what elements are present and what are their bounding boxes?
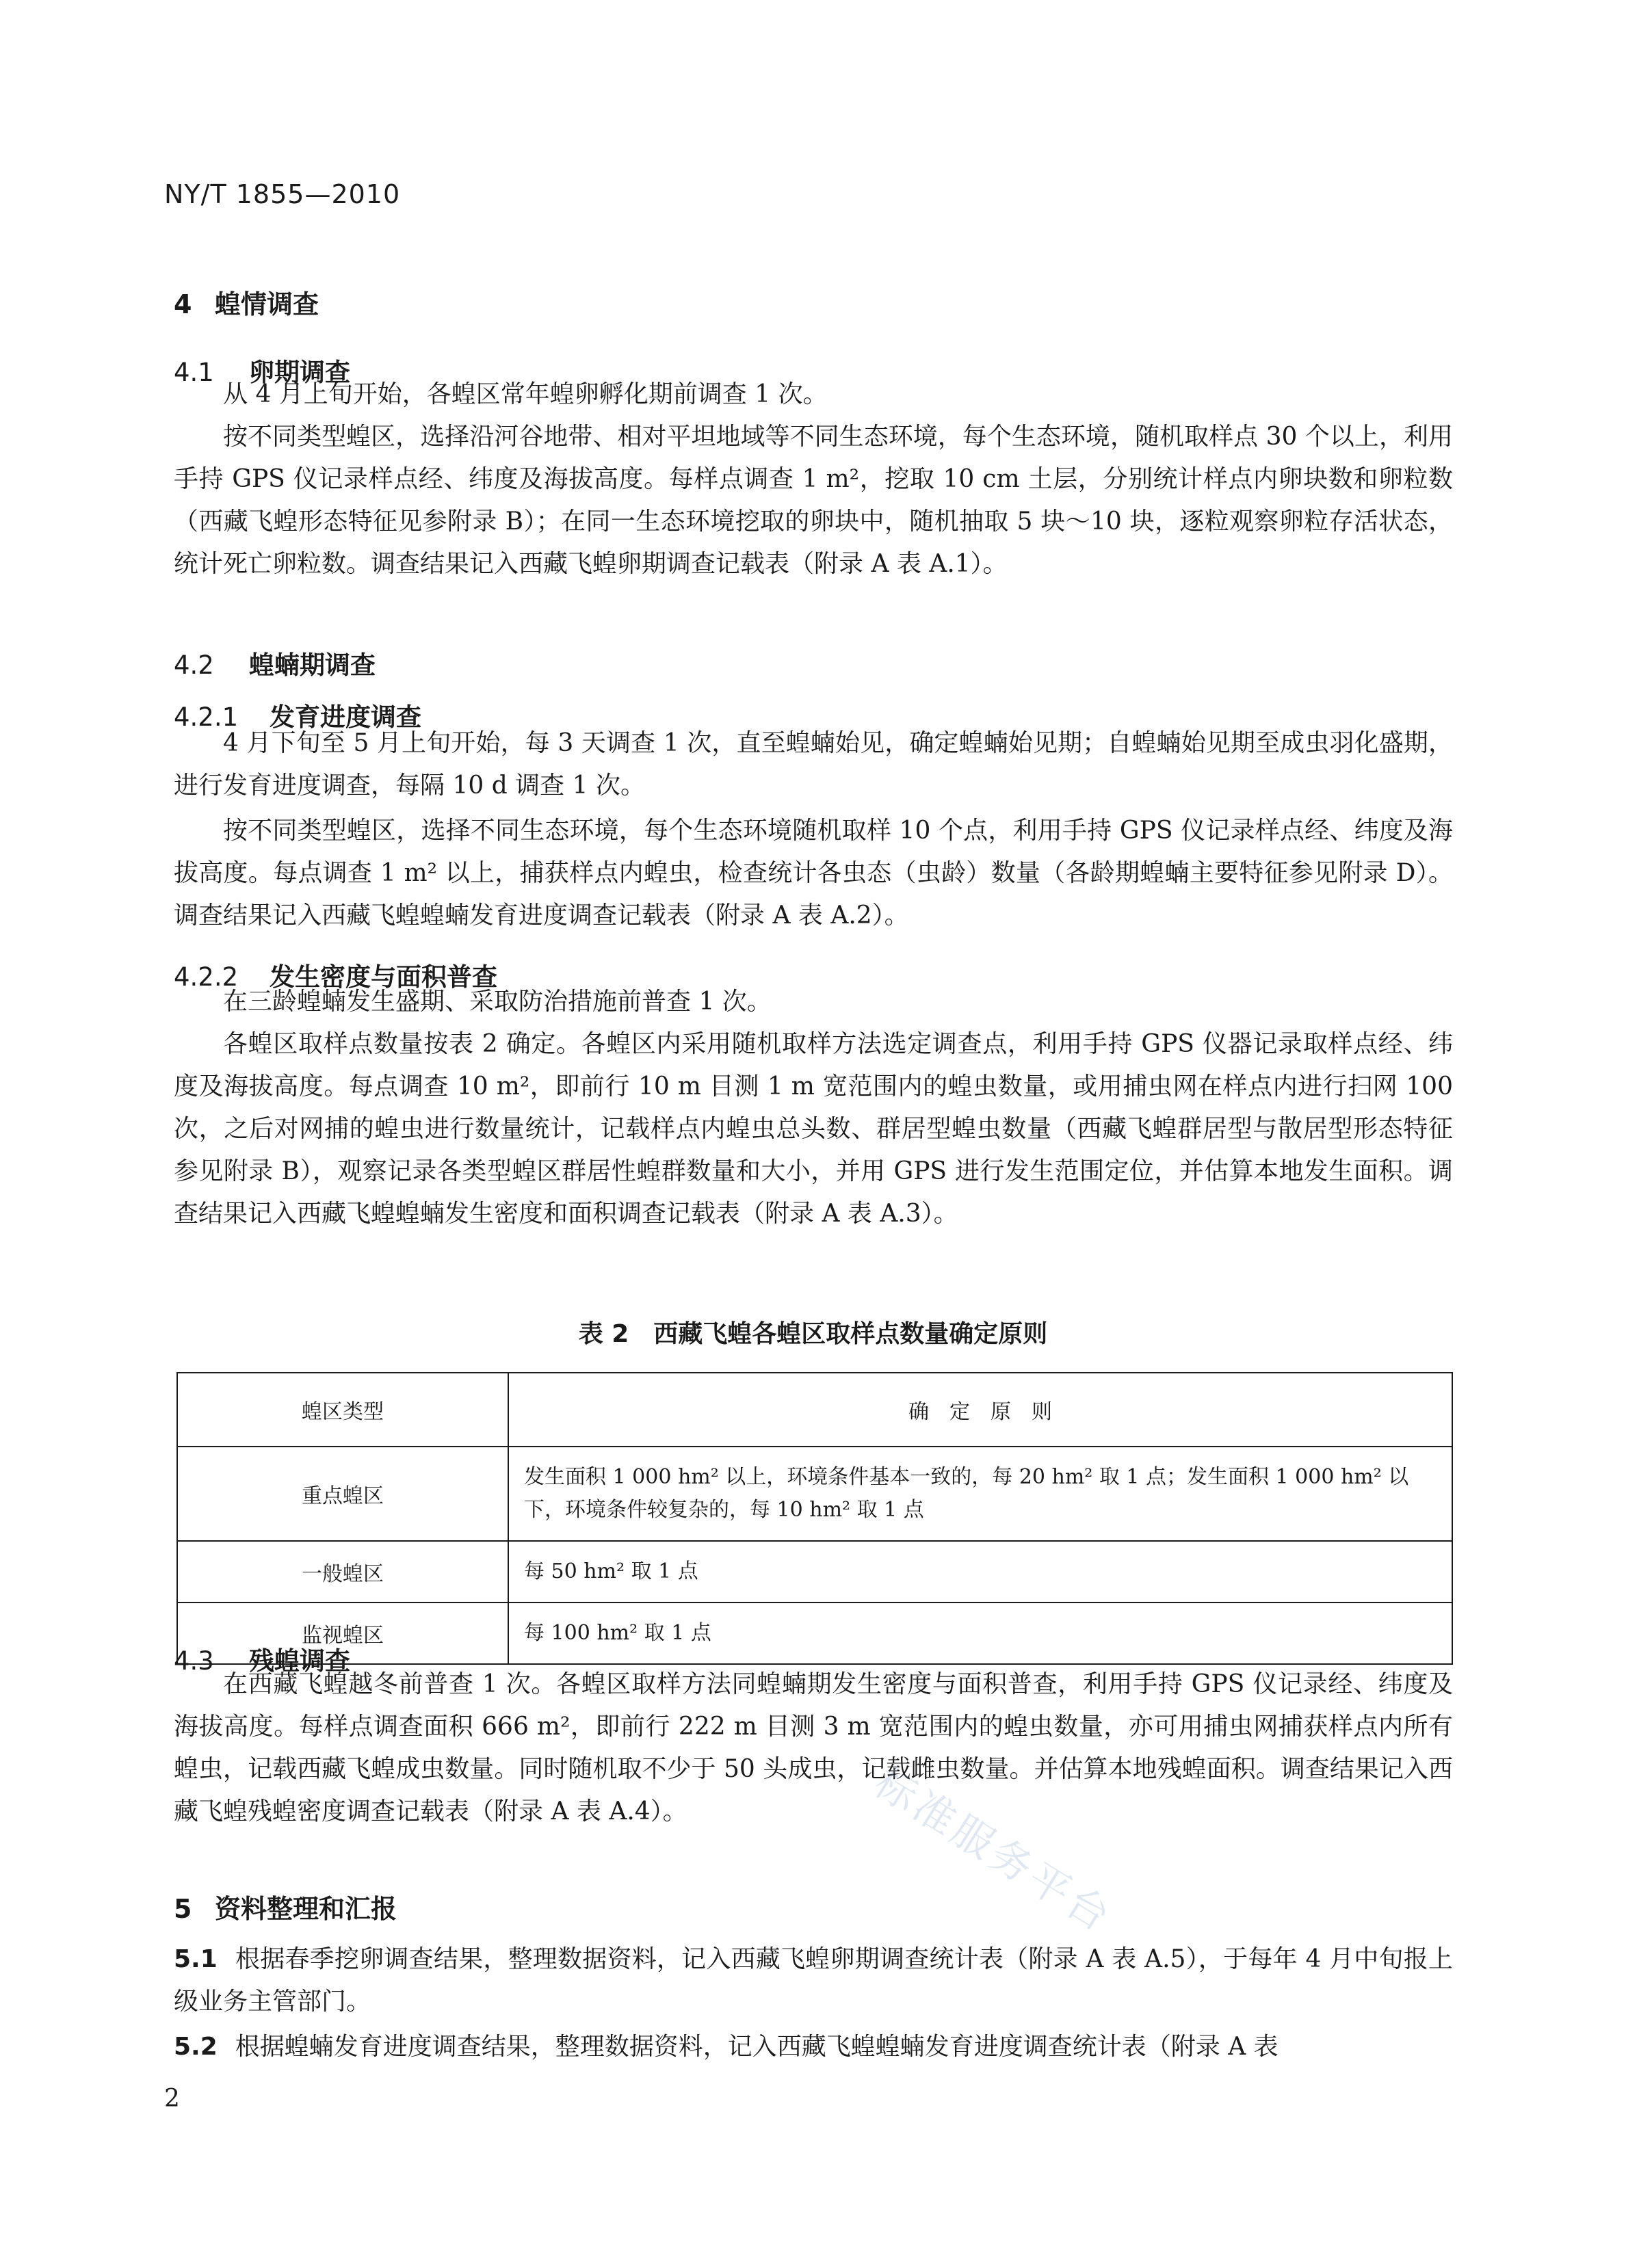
clause-5-1 (174, 1938, 1453, 2023)
section-title: 蝗情调查 (215, 289, 319, 319)
table-row (177, 1447, 1452, 1541)
section-number: 4.3 (174, 1646, 214, 1676)
clause-number: 5.2 (174, 2033, 218, 2061)
column-header: 蝗区类型 (177, 1373, 508, 1447)
table-cell: 重点蝗区 (177, 1447, 508, 1541)
section-title: 残蝗调查 (249, 1646, 350, 1676)
table-caption: 表 2 西藏飞蝗各蝗区取样点数量确定原则 (578, 1320, 1048, 1348)
table-cell: 监视蝗区 (177, 1603, 508, 1664)
section-number: 4.1 (174, 358, 214, 387)
section-4-heading (174, 283, 319, 321)
paragraph: 4 月下旬至 5 月上旬开始，每 3 天调查 1 次，直至蝗蝻始见，确定蝗蝻始见期；自蝗蝻始见期至成虫羽化盛期，进行发育进度调查，每隔 10 d 调查 1 次。 (174, 729, 1453, 800)
section-number: 4.2.2 (174, 962, 239, 992)
clause-text: 根据春季挖卵调查结果，整理数据资料，记入西藏飞蝗卵期调查统计表（附录 A 表 A.5），于每年 4 月中旬报上级业务主管部门。 (174, 1945, 1453, 2016)
section-number: 4 (174, 289, 192, 319)
table-row (177, 1541, 1452, 1603)
paragraph: 在三龄蝗蝻发生盛期、采取防治措施前普查 1 次。 (223, 988, 772, 1016)
standard-number: NY/T 1855—2010 (164, 179, 401, 209)
paragraph: 在西藏飞蝗越冬前普查 1 次。各蝗区取样方法同蝗蝻期发生密度与面积普查，利用手持 GPS 仪记录经、纬度及海拔高度。每样点调查面积 666 m²，即前行 222 m 目测 3 m 宽范围内的蝗虫数量，亦可用捕虫网捕获样点内所有蝗虫，记载西藏飞蝗成虫数量。同时随机取不少于 50 头成虫，记载雌虫数量。并估算本地残蝗面积。调查结果记入西藏飞蝗残蝗密度调查记载表（附录 A 表 A.4）。 (174, 1670, 1453, 1825)
page-number: 2 (164, 2085, 180, 2113)
paragraph: 各蝗区取样点数量按表 2 确定。各蝗区内采用随机取样方法选定调查点，利用手持 GPS 仪器记录取样点经、纬度及海拔高度。每点调查 10 m²，即前行 10 m 目测 1 m 宽范围内的蝗虫数量，或用捕虫网在样点内进行扫网 100 次，之后对网捕的蝗虫进行数量统计，记载样点内蝗虫总头数、群居型蝗虫数量（西藏飞蝗群居型与散居型形态特征参见附录 B），观察记录各类型蝗区群居性蝗群数量和大小，并用 GPS 进行发生范围定位，并估算本地发生面积。调查结果记入西藏飞蝗蝗蝻发生密度和面积调查记载表（附录 A 表 A.3）。 (174, 1030, 1453, 1228)
table-cell: 一般蝗区 (177, 1541, 508, 1603)
paragraph: 从 4 月上旬开始，各蝗区常年蝗卵孵化期前调查 1 次。 (223, 380, 828, 408)
clause-number: 5.1 (174, 1945, 218, 1973)
paragraph: 按不同类型蝗区，选择不同生态环境，每个生态环境随机取样 10 个点，利用手持 GPS 仪记录样点经、纬度及海拔高度。每点调查 1 m² 以上，捕获样点内蝗虫，检查统计各虫态（虫龄）数量（各龄期蝗蝻主要特征参见附录 D）。调查结果记入西藏飞蝗蝗蝻发育进度调查记载表（附录 A 表 A.2）。 (174, 817, 1453, 929)
table-cell: 每 50 hm² 取 1 点 (508, 1541, 1452, 1603)
table-cell: 每 100 hm² 取 1 点 (508, 1603, 1452, 1664)
section-title: 发生密度与面积普查 (270, 962, 497, 992)
clause-5-2 (174, 2026, 1453, 2068)
table-header-row (177, 1373, 1452, 1447)
section-number: 4.2 (174, 650, 214, 680)
section-title: 资料整理和汇报 (215, 1894, 397, 1924)
column-header: 确 定 原 则 (508, 1373, 1452, 1447)
section-number: 5 (174, 1894, 192, 1924)
paragraph: 按不同类型蝗区，选择沿河谷地带、相对平坦地域等不同生态环境，每个生态环境，随机取样点 30 个以上，利用手持 GPS 仪记录样点经、纬度及海拔高度。每样点调查 1 m²，挖取 10 cm 土层，分别统计样点内卵块数和卵粒数（西藏飞蝗形态特征见参附录 B）；在同一生态环境挖取的卵块中，随机抽取 5 块～10 块，逐粒观察卵粒存活状态，统计死亡卵粒数。调查结果记入西藏飞蝗卵期调查记载表（附录 A 表 A.1）。 (174, 423, 1453, 578)
section-5-heading (174, 1888, 397, 1925)
section-title: 卵期调查 (249, 358, 350, 387)
section-4-2-heading (174, 644, 376, 681)
section-title: 蝗蝻期调查 (249, 650, 376, 680)
sampling-table (176, 1372, 1453, 1665)
table-row (177, 1603, 1452, 1664)
section-number: 4.2.1 (174, 702, 239, 732)
clause-text: 根据蝗蝻发育进度调查结果，整理数据资料，记入西藏飞蝗蝗蝻发育进度调查统计表（附录 A 表 (235, 2033, 1278, 2061)
section-title: 发育进度调查 (270, 702, 421, 732)
watermark: 标准服务平台 (866, 1758, 1121, 1943)
table-cell: 发生面积 1 000 hm² 以上，环境条件基本一致的，每 20 hm² 取 1 点；发生面积 1 000 hm² 以下，环境条件较复杂的，每 10 hm² 取 1 点 (508, 1447, 1452, 1541)
